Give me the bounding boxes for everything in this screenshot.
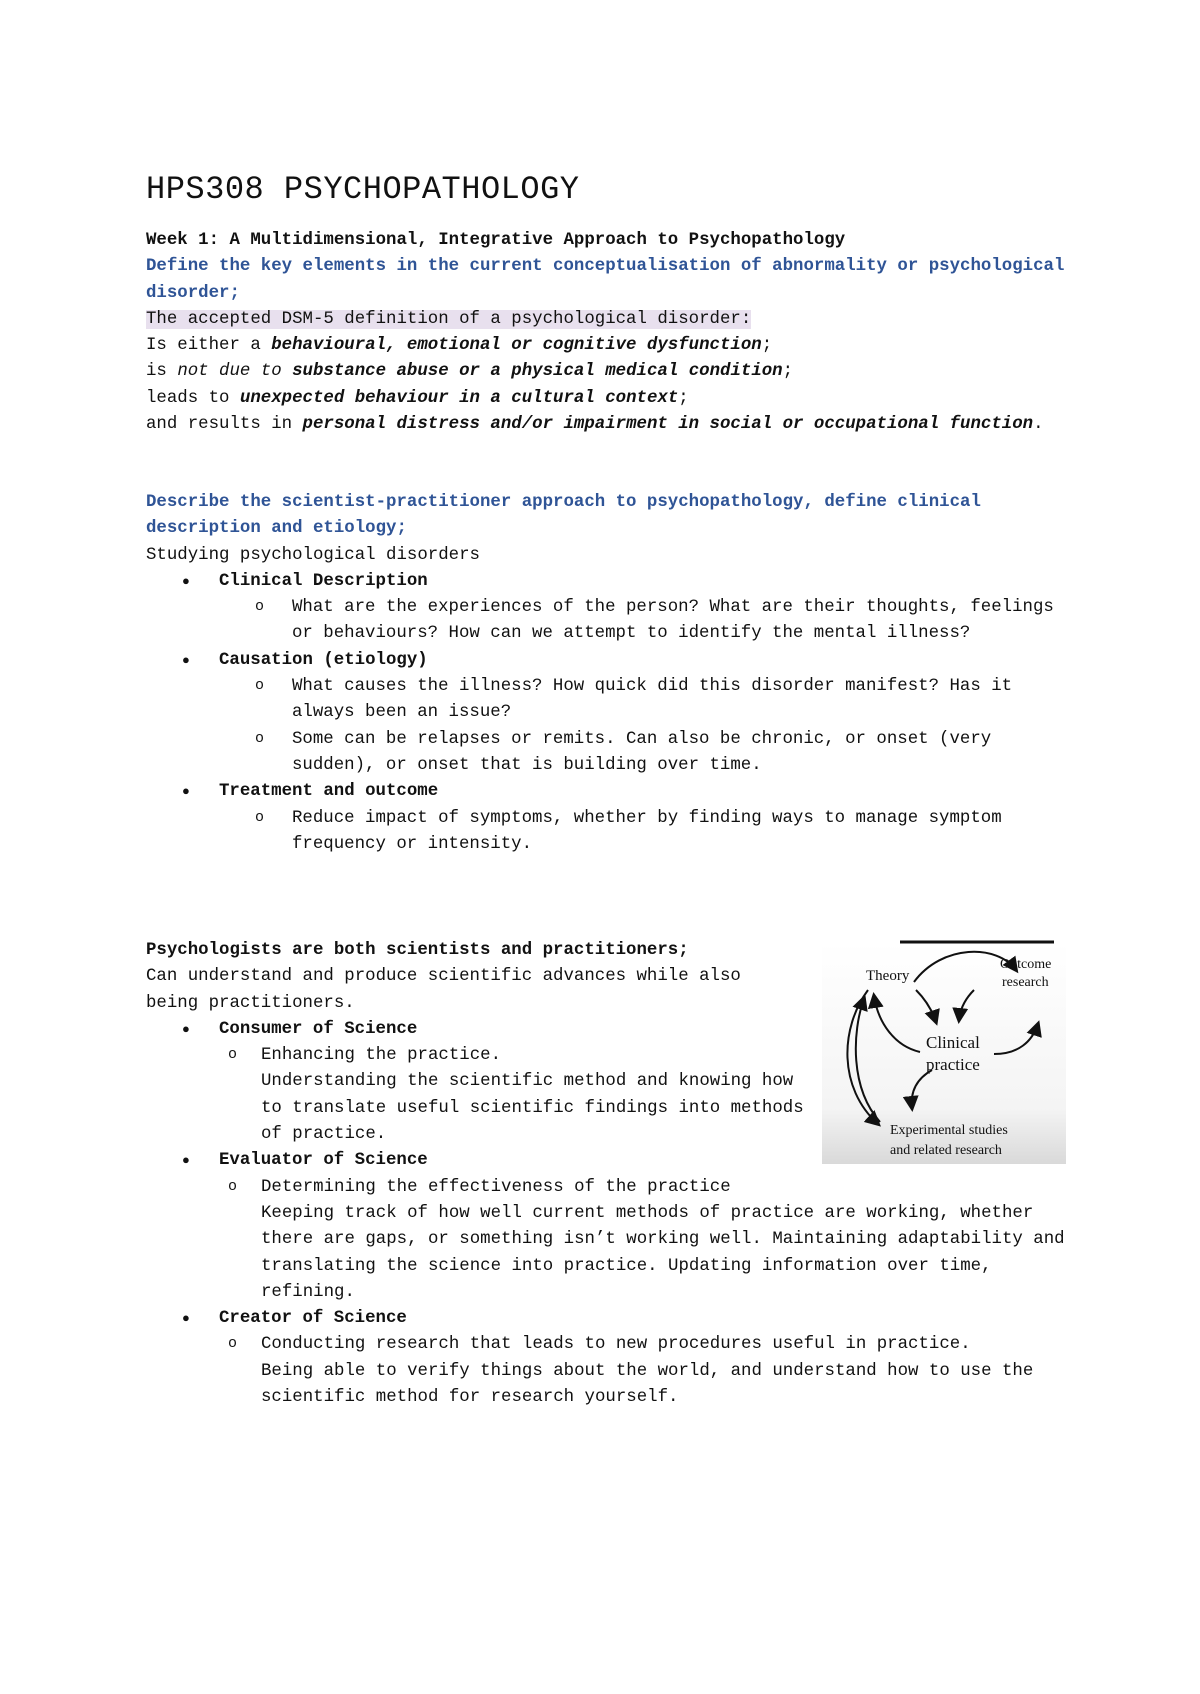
- study-list: [146, 569, 1076, 858]
- label-clinical-1: Clinical: [926, 1033, 980, 1052]
- studying-line: Studying psychological disorders: [146, 545, 480, 565]
- scientist-practitioner-diagram: [822, 938, 1066, 1164]
- sub-list-item: o What are the experiences of the person? What are their thoughts, feelings or behaviours? How can we attempt to identify the mental illness?: [219, 595, 1076, 648]
- list-item: [146, 1148, 1076, 1306]
- label-theory: Theory: [866, 968, 910, 984]
- list-item-heading: Causation (etiology): [219, 650, 428, 670]
- sub-list-item: o Some can be relapses or remits. Can also be chronic, or onset (very sudden), or onset that is building over time.: [219, 727, 1076, 780]
- sub-list-item: o What causes the illness? How quick did this disorder manifest? Has it always been an issue?: [219, 674, 1076, 727]
- list-item: [146, 779, 1076, 858]
- dsm-intro-line: [146, 307, 1076, 333]
- label-experimental-1: Experimental studies: [890, 1123, 1008, 1138]
- dsm-criterion-2: is not due to substance abuse or a physical medical condition;: [146, 362, 794, 382]
- list-item-heading: Creator of Science: [219, 1309, 407, 1329]
- list-item: [146, 648, 1076, 779]
- sub-list-item: o Determining the effectiveness of the practice Keeping track of how well current methods of practice are working, whether there are gaps, or something isn’t working well. Maintaining adaptability and translating the science into practice. Updating information over time, refining.: [219, 1175, 1076, 1306]
- dsm-criterion-1: Is either a behavioural, emotional or cognitive dysfunction;: [146, 336, 773, 356]
- sub-list-item: o Enhancing the practice. Understanding the scientific method and knowing how to translate useful scientific findings into methods of practice.: [219, 1043, 819, 1148]
- label-outcome-2: research: [1002, 975, 1049, 990]
- psych-text: Can understand and produce scientific advances while also being practitioners.: [146, 967, 752, 1013]
- list-item: [146, 1306, 1076, 1411]
- week-heading: Week 1: A Multidimensional, Integrative Approach to Psychopathology: [146, 231, 846, 250]
- highlighted-text: The accepted DSM-5 definition of a psychological disorder:: [146, 309, 752, 329]
- sub-list-item: o Conducting research that leads to new procedures useful in practice. Being able to verify things about the world, and understand how to use the scientific method for research yourself.: [219, 1332, 1076, 1411]
- dsm-criterion-3: leads to unexpected behaviour in a cultural context;: [146, 388, 689, 408]
- label-outcome-1: Outcome: [1000, 957, 1052, 972]
- list-item-heading: Treatment and outcome: [219, 782, 439, 802]
- list-item-heading: Clinical Description: [219, 571, 428, 591]
- label-clinical-2: practice: [926, 1055, 980, 1074]
- label-experimental-2: and related research: [890, 1143, 1002, 1158]
- page-title: HPS308 PSYCHOPATHOLOGY: [146, 171, 580, 208]
- sub-list-item: o Reduce impact of symptoms, whether by finding ways to manage symptom frequency or intensity.: [219, 806, 1076, 859]
- objective-2: Describe the scientist-practitioner approach to psychopathology, define clinical description and etiology;: [146, 493, 992, 539]
- list-item-heading: Evaluator of Science: [219, 1151, 428, 1171]
- list-item: [146, 569, 1076, 648]
- objective-1: Define the key elements in the current conceptualisation of abnormality or psychological disorder;: [146, 257, 1075, 303]
- dsm-criterion-4: and results in personal distress and/or impairment in social or occupational function.: [146, 415, 1044, 435]
- list-item-heading: Consumer of Science: [219, 1019, 418, 1039]
- psych-heading: Psychologists are both scientists and practitioners;: [146, 941, 689, 960]
